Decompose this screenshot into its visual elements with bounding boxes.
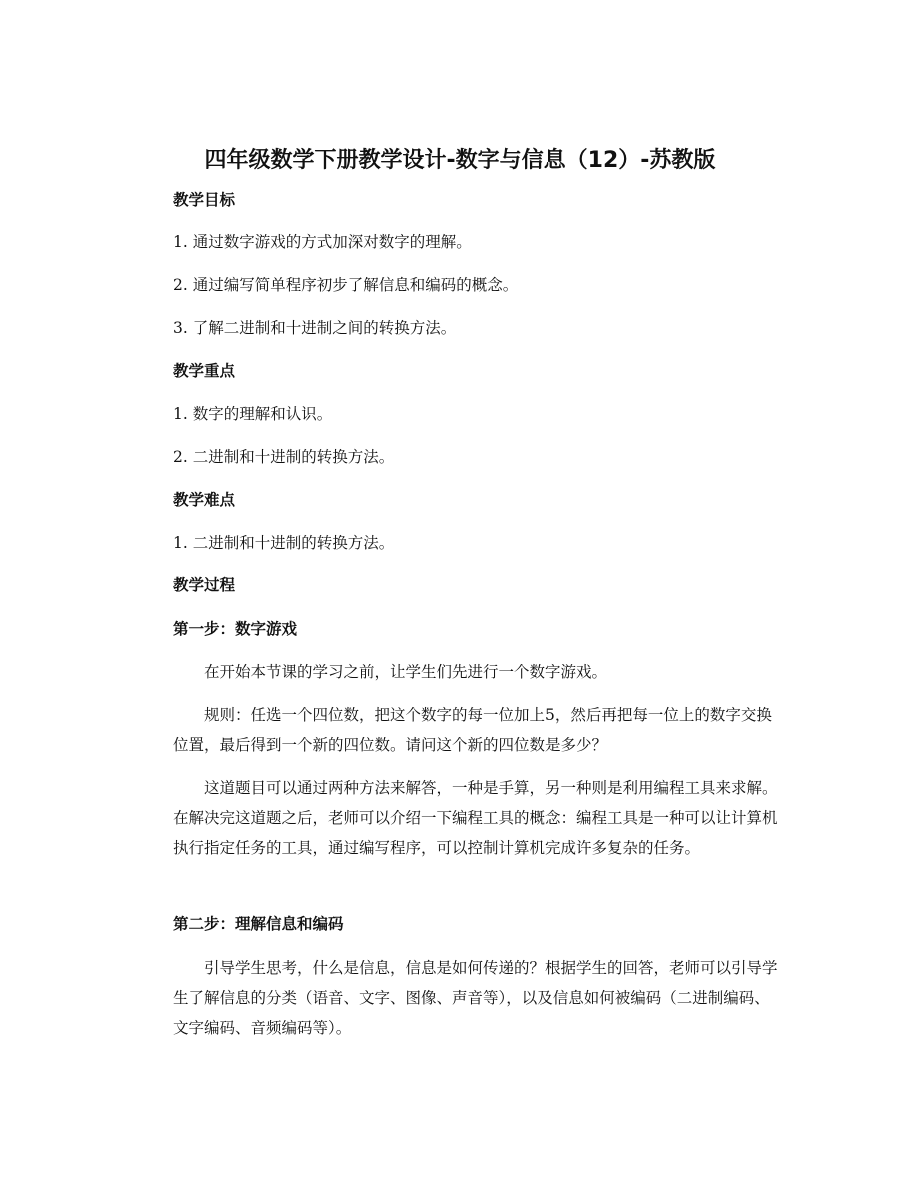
key-point-item-2: 2. 二进制和十进制的转换方法。 bbox=[173, 448, 395, 466]
step2-heading: 第二步：理解信息和编码 bbox=[173, 915, 344, 933]
document-title: 四年级数学下册教学设计-数字与信息（12）-苏教版 bbox=[204, 148, 716, 173]
step2-paragraph-1: 引导学生思考，什么是信息，信息是如何传递的？根据学生的回答，老师可以引导学生了解信息的分类（语音、文字、图像、声音等），以及信息如何被编码（二进制编码、文字编码、音频编码等）。 bbox=[173, 959, 778, 1037]
step1-paragraph-3: 这道题目可以通过两种方法来解答，一种是手算，另一种则是利用编程工具来求解。在解决完这道题之后，老师可以介绍一下编程工具的概念：编程工具是一种可以让计算机执行指定任务的工具，通过编写程序，可以控制计算机完成许多复杂的任务。 bbox=[173, 779, 778, 857]
goal-item-3: 3. 了解二进制和十进制之间的转换方法。 bbox=[173, 319, 457, 337]
section-heading-difficulties: 教学难点 bbox=[173, 491, 236, 509]
section-heading-goals: 教学目标 bbox=[173, 191, 236, 209]
section-heading-key-points: 教学重点 bbox=[173, 362, 236, 380]
goal-item-1: 1. 通过数字游戏的方式加深对数字的理解。 bbox=[173, 233, 472, 251]
step1-paragraph-1: 在开始本节课的学习之前，让学生们先进行一个数字游戏。 bbox=[204, 663, 608, 681]
difficulty-item-1: 1. 二进制和十进制的转换方法。 bbox=[173, 534, 395, 552]
step1-paragraph-2: 规则：任选一个四位数，把这个数字的每一位加上5，然后再把每一位上的数字交换位置，最后得到一个新的四位数。请问这个新的四位数是多少？ bbox=[173, 706, 772, 754]
key-point-item-1: 1. 数字的理解和认识。 bbox=[173, 405, 333, 423]
step1-heading: 第一步：数字游戏 bbox=[173, 620, 298, 638]
goal-item-2: 2. 通过编写简单程序初步了解信息和编码的概念。 bbox=[173, 276, 519, 294]
section-heading-process: 教学过程 bbox=[173, 576, 236, 594]
